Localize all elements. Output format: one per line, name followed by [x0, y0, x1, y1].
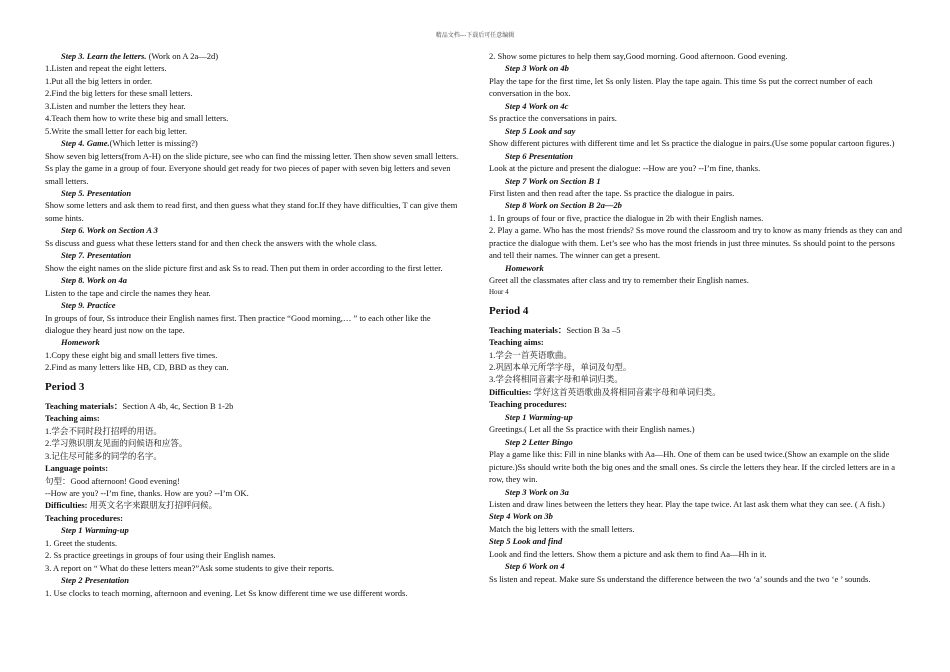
label-value: 学好这首英语歌曲及将相同音素字母和单词归类。 [531, 386, 721, 397]
label-text: Teaching materials： [489, 324, 567, 335]
paragraph: Greet all the classmates after class and try to remember their English names. [489, 275, 749, 286]
section-label [489, 324, 907, 336]
paragraph: Ss play the game in a group of four. Everyone should get ready for two pieces of paper with seven big letters and seven small letters. [45, 163, 451, 186]
step-title: Step 1 Warming-up [61, 525, 129, 536]
paragraph: Ss listen and repeat. Make sure Ss understand the difference between the two ‘a’ sounds and the two ‘e ’ sounds. [489, 573, 871, 584]
section-label [45, 512, 460, 524]
step-heading [45, 524, 460, 536]
right-column [489, 50, 907, 585]
step-title: Step 6 Work on 4 [505, 561, 565, 572]
paragraph: 2. Play a game. Who has the most friends? Ss move round the classroom and try to know as many friends as they can and practice the dialogue with them. Let’s see who has the most friends in just three minutes. Ss should point to the persons and tell their names. The winner can get a present. [489, 225, 902, 261]
paragraph: 1.Copy these eight big and small letters five times. [45, 349, 218, 360]
step-heading [489, 100, 907, 112]
period3-title: Period 3 [45, 380, 85, 393]
paragraph: 1. In groups of four or five, practice the dialogue in 2b with their English names. [489, 212, 764, 223]
paragraph: First listen and then read after the tape. Ss practice the dialogue in pairs. [489, 187, 735, 198]
step-heading [489, 535, 907, 547]
step-heading [489, 486, 907, 498]
homework-heading: Homework [61, 337, 100, 348]
paragraph: Ss practice the conversations in pairs. [489, 113, 617, 124]
step-heading [489, 510, 907, 522]
paragraph: 3. A report on “ What do these letters mean?”Ask some students to give their reports. [45, 562, 335, 573]
section-label [45, 499, 460, 511]
step-title: Step 5 Look and say [505, 125, 576, 136]
step-note: (Work on A 2a—2d) [146, 51, 219, 61]
paragraph: 1. Greet the students. [45, 537, 117, 548]
paragraph: 2. Ss practice greetings in groups of four using their English names. [45, 550, 276, 561]
section-label [45, 400, 460, 412]
step-heading [489, 411, 907, 423]
paragraph: Show the eight names on the slide picture first and ask Ss to read. Then put them in order according to the first letter. [45, 262, 443, 273]
paragraph: Show some letters and ask them to read first, and then guess what they stand for.If they have difficulties, T can give them some hints. [45, 200, 458, 223]
label-text: Teaching aims: [45, 413, 100, 424]
step-title: Step 1 Warming-up [505, 411, 573, 422]
step-title: Step 4 Work on 3b [489, 511, 553, 522]
step-title: Step 2 Presentation [61, 575, 130, 586]
step-title: Step 8. Work on 4a [61, 275, 128, 286]
label-text: Teaching procedures: [489, 399, 568, 410]
label-value: Section B 3a –5 [566, 324, 621, 335]
paragraph: 1.学会不同时段打招呼的用语。 [45, 425, 162, 436]
step-heading [45, 50, 460, 62]
paragraph: Match the big letters with the small letters. [489, 523, 635, 534]
step-title: Step 6 Presentation [505, 150, 574, 161]
label-value: 用英文名字来跟朋友打招呼问候。 [87, 500, 218, 511]
step-note: (Which letter is missing?) [109, 138, 198, 149]
step-heading [489, 62, 907, 74]
label-text: Language points: [45, 463, 109, 474]
section-label [489, 398, 907, 410]
period3-continued [489, 50, 907, 298]
step-title: Step 2 Letter Bingo [505, 436, 573, 447]
paragraph: 2. Show some pictures to help them say,Good morning. Good afternoon. Good evening. [489, 51, 788, 61]
step-heading [489, 125, 907, 137]
section-label [45, 412, 460, 424]
step-title: Step 3 Work on 4b [505, 63, 569, 74]
step-heading [45, 224, 460, 236]
step-heading [489, 199, 907, 211]
section-label [489, 386, 907, 398]
step-heading [489, 175, 907, 187]
paragraph: Look at the picture and present the dialogue: --How are you? --I’m fine, thanks. [489, 163, 761, 174]
label-text: Difficulties: [489, 386, 532, 397]
label-text: Teaching materials： [45, 400, 123, 411]
paragraph: 5.Write the small letter for each big letter. [45, 125, 187, 136]
paragraph: Ss discuss and guess what these letters stand for and then check the answers with the whole class. [45, 237, 377, 248]
step-title: Step 8 Work on Section B 2a—2b [505, 200, 622, 211]
step-heading [45, 574, 460, 586]
paragraph: Greetings.( Let all the Ss practice with their English names.) [489, 424, 695, 435]
homework-heading: Homework [505, 262, 544, 273]
step-title: Step 6. Work on Section A 3 [61, 225, 158, 236]
step-title: Step 4. Game. [61, 138, 110, 149]
paragraph: 3.学会将相同音素字母和单词归类。 [489, 374, 623, 385]
label-value: Section A 4b, 4c, Section B 1-2b [122, 400, 234, 411]
paragraph: 2.Find the big letters for these small letters. [45, 88, 193, 99]
paragraph: 句型：Good afternoon! Good evening! [45, 475, 180, 486]
paragraph: 1. Use clocks to teach morning, afternoon and evening. Let Ss know different time we use different words. [45, 587, 408, 598]
step-heading [45, 249, 460, 261]
period4-title: Period 4 [489, 304, 529, 317]
step-heading [489, 560, 907, 572]
page-header: 精品文档---下载后可任意编辑 [435, 32, 515, 39]
step-heading [45, 299, 460, 311]
section-label [489, 336, 907, 348]
paragraph: Play the tape for the first time, let Ss only listen. Play the tape again. This time Ss put the correct number of each conversation in the box. [489, 75, 873, 99]
step-title: Step 5. Presentation [61, 187, 132, 198]
paragraph: 1.Put all the big letters in order. [45, 75, 153, 86]
step-title: Step 5 Look and find [489, 536, 563, 547]
paragraph: --How are you? --I’m fine, thanks. How are you? --I’m OK. [45, 487, 249, 498]
period4-content [489, 324, 907, 586]
paragraph: 2.巩固本单元所学字母，单词及句型。 [489, 361, 632, 372]
paragraph: 3.Listen and number the letters they hear. [45, 100, 186, 111]
left-column [45, 50, 460, 599]
label-text: Teaching aims: [489, 337, 544, 348]
paragraph: Listen and draw lines between the letters they hear. Play the tape twice. At last ask them what they can see. ( A fish.) [489, 498, 885, 509]
paragraph: 1.学会一首英语歌曲。 [489, 349, 572, 360]
step-title: Step 3 Work on 3a [505, 486, 569, 497]
step-heading [45, 137, 460, 149]
label-text: Difficulties: [45, 500, 88, 511]
paragraph: 4.Teach them how to write these big and small letters. [45, 113, 229, 124]
paragraph: Look and find the letters. Show them a picture and ask them to find Aa—Hh in it. [489, 548, 767, 559]
step-title: Step 4 Work on 4c [505, 100, 569, 111]
step-heading [45, 187, 460, 199]
paragraph: 1.Listen and repeat the eight letters. [45, 63, 167, 74]
paragraph: 2.Find as many letters like HB, CD, BBD as they can. [45, 362, 229, 373]
paragraph: Listen to the tape and circle the names they hear. [45, 287, 211, 298]
label-text: Teaching procedures: [45, 512, 124, 523]
paragraph: Show different pictures with different time and let Ss practice the dialogue in pairs.(Use some popular cartoon figures.) [489, 138, 895, 149]
hour-note: Hour 4 [489, 287, 509, 296]
step-heading [489, 150, 907, 162]
period2-content [45, 50, 460, 374]
step-heading [45, 274, 460, 286]
step-title: Step 7. Presentation [61, 250, 132, 261]
paragraph: In groups of four, Ss introduce their English names first. Then practice “Good morning,… ” to each other like the dialogue they heard just now on the tape. [45, 312, 431, 335]
step-title: Step 3. Learn the letters. [61, 51, 147, 61]
section-label [45, 462, 460, 474]
step-title: Step 7 Work on Section B 1 [505, 175, 601, 186]
step-title: Step 9. Practice [61, 300, 116, 311]
paragraph: 2.学习熟识朋友见面的问候语和应答。 [45, 438, 188, 449]
step-heading [489, 436, 907, 448]
paragraph: 3.记住尽可能多的同学的名字。 [45, 450, 162, 461]
period3-content [45, 400, 460, 599]
paragraph: Show seven big letters(from A-H) on the slide picture, see who can find the missing letter. Then show seven small letters. [45, 150, 459, 161]
paragraph: Play a game like this: Fill in nine blanks with Aa—Hh. One of them can be used twice.(Show an example on the slide picture.)Ss should write both the big ones and the small ones. Ss circle the letters they hear. If the circled letters are in a row, they win. [489, 449, 895, 485]
